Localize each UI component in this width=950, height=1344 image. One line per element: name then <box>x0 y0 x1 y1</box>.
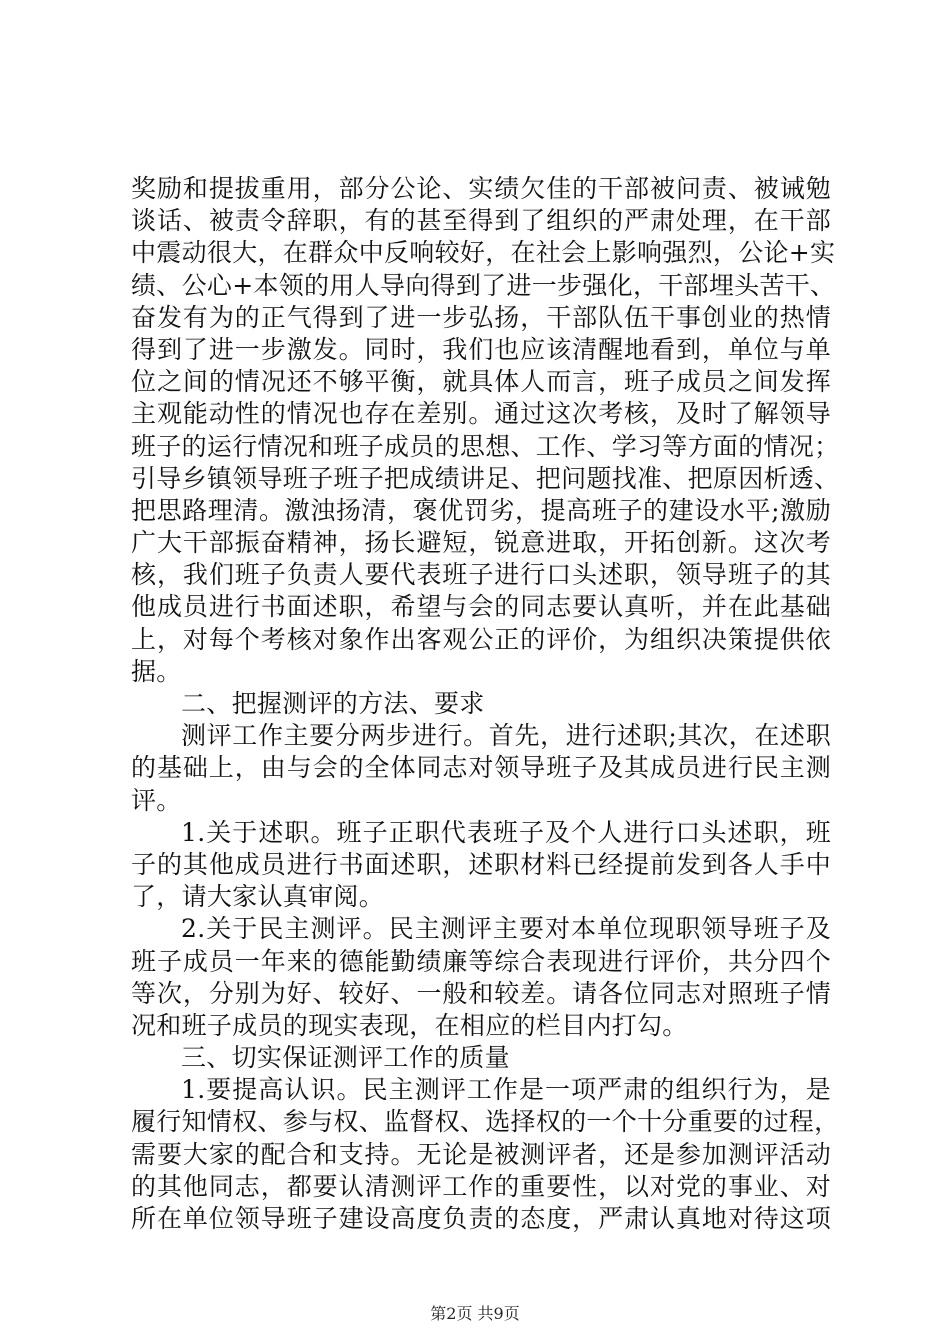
text-line: 他成员进行书面述职，希望与会的同志要认真听，并在此基础 <box>131 592 831 622</box>
text-line: 三、切实保证测评工作的质量 <box>181 1043 510 1073</box>
text-line: 1.关于述职。班子正职代表班子及个人进行口头述职，班 <box>181 817 831 847</box>
text-line: 奖励和提拔重用，部分公论、实绩欠佳的干部被问责、被诫勉 <box>131 174 831 203</box>
text-line: 得到了进一步激发。同时，我们也应该清醒地看到，单位与单 <box>131 334 831 364</box>
text-line: 的其他同志，都要认清测评工作的重要性，以对党的事业、对 <box>131 1171 831 1201</box>
text-line: 况和班子成员的现实表现，在相应的栏目内打勾。 <box>131 1010 688 1040</box>
text-line: 了，请大家认真审阅。 <box>131 882 385 912</box>
text-line: 把思路理清。激浊扬清，褒优罚劣，提高班子的建设水平;激励 <box>131 495 831 525</box>
text-line: 子的其他成员进行书面述职，述职材料已经提前发到各人手中 <box>131 849 831 879</box>
document-body <box>131 173 840 1235</box>
text-line: 核，我们班子负责人要代表班子进行口头述职，领导班子的其 <box>131 560 831 590</box>
text-line: 履行知情权、参与权、监督权、选择权的一个十分重要的过程， <box>131 1107 840 1137</box>
text-line: 测评工作主要分两步进行。首先，进行述职;其次，在述职 <box>181 721 831 751</box>
text-line: 据。 <box>131 656 182 686</box>
text-line: 位之间的情况还不够平衡，就具体人而言，班子成员之间发挥 <box>131 367 831 397</box>
text-line: 1.要提高认识。民主测评工作是一项严肃的组织行为，是 <box>181 1075 831 1105</box>
text-line: 广大干部振奋精神，扬长避短，锐意进取，开拓创新。这次考 <box>131 528 831 558</box>
text-line: 谈话、被责令辞职，有的甚至得到了组织的严肃处理，在干部 <box>131 206 831 236</box>
text-line: 奋发有为的正气得到了进一步弘扬，干部队伍干事创业的热情 <box>131 302 831 332</box>
text-line: 中震动很大，在群众中反响较好，在社会上影响强烈，公论+实 <box>131 238 836 268</box>
text-line: 班子的运行情况和班子成员的思想、工作、学习等方面的情况； <box>131 431 840 461</box>
text-line: 的基础上，由与会的全体同志对领导班子及其成员进行民主测 <box>131 753 831 783</box>
text-line: 评。 <box>131 785 182 815</box>
text-line: 二、把握测评的方法、要求 <box>181 689 485 718</box>
text-line: 所在单位领导班子建设高度负责的态度，严肃认真地对待这项 <box>131 1204 831 1233</box>
text-line: 绩、公心+本领的用人导向得到了进一步强化，干部埋头苦干、 <box>131 270 836 300</box>
text-line: 等次，分别为好、较好、一般和较差。请各位同志对照班子情 <box>131 978 831 1008</box>
text-line: 引导乡镇领导班子班子把成绩讲足、把问题找准、把原因析透、 <box>131 463 840 493</box>
text-line: 需要大家的配合和支持。无论是被测评者，还是参加测评活动 <box>131 1139 831 1169</box>
text-line: 上，对每个考核对象作出客观公正的评价，为组织决策提供依 <box>131 624 831 654</box>
text-line: 主观能动性的情况也存在差别。通过这次考核，及时了解领导 <box>131 399 831 429</box>
page-number-label: 第2页 共9页 <box>430 1304 520 1323</box>
text-line: 班子成员一年来的德能勤绩廉等综合表现进行评价，共分四个 <box>131 946 831 976</box>
page-footer <box>0 1304 950 1324</box>
text-line: 2.关于民主测评。民主测评主要对本单位现职领导班子及 <box>181 914 831 944</box>
